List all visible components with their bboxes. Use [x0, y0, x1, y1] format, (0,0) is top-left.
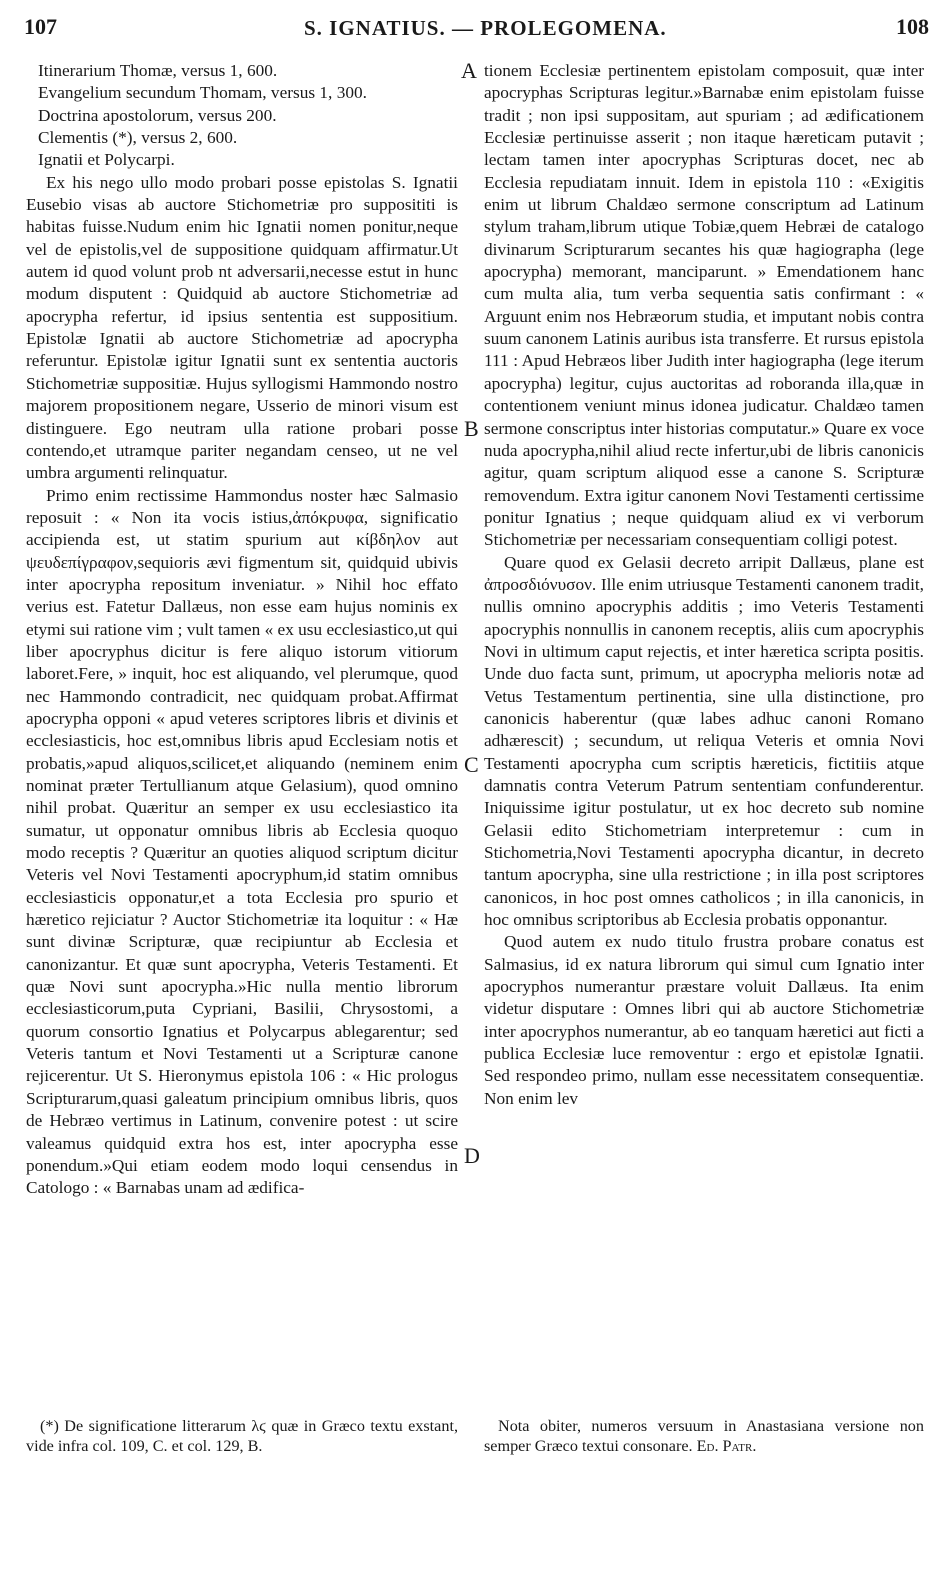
margin-letter-c: C [464, 752, 479, 777]
margin-letter-d: D [464, 1143, 480, 1168]
list-item: Ignatii et Polycarpi. [38, 150, 175, 170]
right-column [484, 60, 924, 1110]
paragraph: Ex his nego ullo modo probari posse epistolas S. Ignatii Eusebio visas ab auctore Stichometriæ pro supposititi is habitas fuisse.Nudum enim hic Ignatii nomen ponitur,neque vel de epistolis,vel de suppositione quidquam affirmatur.Ut autem id quod volunt prob nt adversarii,necesse estut in hunc modum disputent : Quidquid ab auctore Stichometriæ ad apocrypha refertur, id ipsius sententia est suppositium. Epistolæ Ignatii ab auctore Stichometriæ ad apocrypha referuntur. Epistolæ igitur Ignatii sunt ex sententia auctoris Stichometriæ suppositiæ. Hujus syllogismi Hammondo nostro majorem propositionem negare, Usserio de minori visum est distinguere. Ego neutram ulla ratione probari posse contendo,et utramque pariter negandam censeo, ut ne vel umbra argumenti relinquatur. [26, 172, 458, 483]
list-item: Itinerarium Thomæ, versus 1, 600. [38, 61, 278, 80]
footnote-left [26, 1416, 458, 1456]
paragraph: tionem Ecclesiæ pertinentem epistolam composuit, quæ inter apocryphas Scripturas legitur.»Barnabæ enim epistolam fuisse tradit ; non ipsi suppositam, aut spuriam ; ad ædificationem Ecclesiæ pertinuisse asserit ; non itaque hæreticam putavit ; lectam tamen inter apocryphas Scripturas docet, nec ab Ecclesia repudiatam innuit. Idem in epistola 110 : «Exigitis enim ut librum Chaldæo sermone conscriptum ad Latinum stylum traham,librum utique Tobiæ,quem Hebræi de catalogo divinarum Scripturarum secantes his quæ hagiographa (lege apocrypha) memorant, manciparunt. » Emendationem hanc cum multa alia, tum verba sequentia satis confirmant : « Arguunt enim nos Hebræorum studia, et imputant nobis contra suum canonem Latinis auribus ista transferre. Et rursus epistola 111 : Apud Hebræos liber Judith inter hagiographa (lege iterum apocrypha) legitur, cujus auctoritas ad roboranda illa,quæ in contentionem veniunt minus idonea judicatur. Chaldæo tamen sermone conscriptus inter historias computatur.» Quare ex voce nuda apocrypha,nihil aliud recte infertur,ubi de libris canonicis agitur, quam scriptum aliquod esse a canone S. Scripturæ removendum. Extra igitur canonem Novi Testamenti certissime ponitur Ignatius ; neque quidquam aliud ex vi verborum Stichometriæ per necessariam consequentiam colligi potest. [484, 61, 924, 550]
paragraph: Quod autem ex nudo titulo frustra probare conatus est Salmasius, id ex natura librorum qui simul cum Ignatio inter apocryphos numerantur præstare voluit Dallæus. Ita enim videtur disputare : Omnes libri qui ab auctore Stichometriæ inter apocryphos numerantur, ab eo tanquam hæretici aut ficti a publica Ecclesiæ luce removentur : ergo et epistolæ Ignatii. Sed respondeo primo, nullam esse necessitatem consequentiæ. Non enim lev [484, 932, 924, 1108]
footnote-right [484, 1416, 924, 1456]
paragraph: Quare quod ex Gelasii decreto arripit Dallæus, plane est ἀπροσδιόνυσον. Ille enim utriusque Testamenti canonem tradit, nullis omnino apocryphis additis ; imo Veteris Testamenti apocryphis nonnullis in canonem receptis, aliis cum apocryphis Novi in ultimum caput rejectis, et inter hæretica scripta positis. Unde duo facta sunt, primum, ut apocrypha melioris notæ ad Vetus Testamentum pertinentia, sine ulla distinctione, pro canonicis haberentur (quæ labes adhuc canoni Romano adhærescit) ; secundum, ut reliqua Veteris et omnia Novi Testamenti apocrypha cum scriptis hæreticis, fictitiis atque damnatis contra Veterum Patrum sententiam confunderentur. Iniquissime igitur postulatur, ut ex hoc decreto sub nomine Gelasii edito Stichometriam interpretemur : cum in Stichometria,Novi Testamenti apocrypha dicantur, in decreto tantum apocrypha, sine ulla restrictione ; in illa post scriptores canonicos, in hoc post omnes catholicos ; in illa canonicis, in hoc omnibus scriptoribus ab Ecclesia probatis opponantur. [484, 552, 924, 930]
page-number-right: 108 [896, 14, 929, 39]
page-number-left: 107 [24, 14, 57, 39]
versus-list [26, 60, 458, 172]
list-item: Clementis (*), versus 2, 600. [38, 128, 238, 148]
paragraph: Primo enim rectissime Hammondus noster hæc Salmasio reposuit : « Non ita vocis istius,ἀπόκρυφα, significatio accipienda est, ut statim spurium aut κίβδηλον aut ψευδεπίγραφον,sequioris ævi figmentum sit, quidquid ubivis inter apocrypha repositum inveniatur. » Nihil hoc effato verius est. Fatetur Dallæus, non esse eam hujus nominis ex etymi sui ratione vim ; vult tamen « ex usu ecclesiastico,ut qui liber apocryphus dicitur is fere aliquo istorum vitiorum laboret.Fere, » inquit, hoc est aliquando, vel plerumque, quod nec Hammondo contradicit, nec quidquam probat.Affirmat apocrypha opponi « apud veteres scriptores libris et divinis et ecclesiasticis, hoc est,omnibus libris apud Ecclesiam notis et probatis,»apud aliquos,scilicet,et aliquando (neminem enim nominat præter Tertullianum atque Gelasium), quod omnino nihil probat. Quæritur an semper ex usu ecclesiastico ita sumatur, ut opponatur omnibus libris ab Ecclesia quoquo modo receptis ? Quæritur an quoties aliquod scriptum dicitur Veteris vel Novi Testamenti apocryphum,id statim omnibus ecclesiasticis opponatur,et a tota Ecclesia pro spurio et hæretico rejiciatur ? Auctor Stichometriæ ita loquitur : « Hæ sunt divinæ Scripturæ, quæ recipiuntur ab Ecclesia et canonizantur. Et quæ sunt apocrypha, Veteris Testamenti. Et quæ Novi sunt apocrypha.»Hic nulla mentio librorum ecclesiasticorum,puta Cypriani, Basilii, Chrysostomi, a quorum consortio Ignatius et Polycarpus ablegarentur; sed Veteris tantum et Novi Testamenti ut a Scripturæ canone rejicerentur. Ut S. Hieronymus epistola 106 : « Hic prologus Scripturarum,quasi galeatum principium omnibus libris, quos de Hebræo vertimus in Latinum, convenire potest : ut scire valeamus quidquid extra hos est, inter apocrypha esse ponendum.»Qui etiam eodem modo loqui censendus in Catologo : « Barnabas unam ad ædifica- [26, 485, 458, 1198]
list-item: Evangelium secundum Thomam, versus 1, 300. [38, 83, 367, 103]
footnote-text: Nota obiter, numeros versuum in Anastasiana versione non semper Græco textui consonare. [484, 1417, 924, 1455]
footnote-text: (*) De significatione litterarum λϛ quæ in Græco textu exstant, vide infra col. 109, C. et col. 129, B. [26, 1417, 458, 1455]
editor-signature: Ed. Patr. [696, 1437, 757, 1455]
page-header [24, 14, 929, 44]
left-column [26, 60, 458, 1200]
list-item: Doctrina apostolorum, versus 200. [38, 105, 277, 125]
running-title: S. IGNATIUS. — PROLEGOMENA. [304, 16, 667, 40]
margin-letter-b: B [464, 416, 479, 441]
margin-letter-a: A [461, 58, 477, 83]
